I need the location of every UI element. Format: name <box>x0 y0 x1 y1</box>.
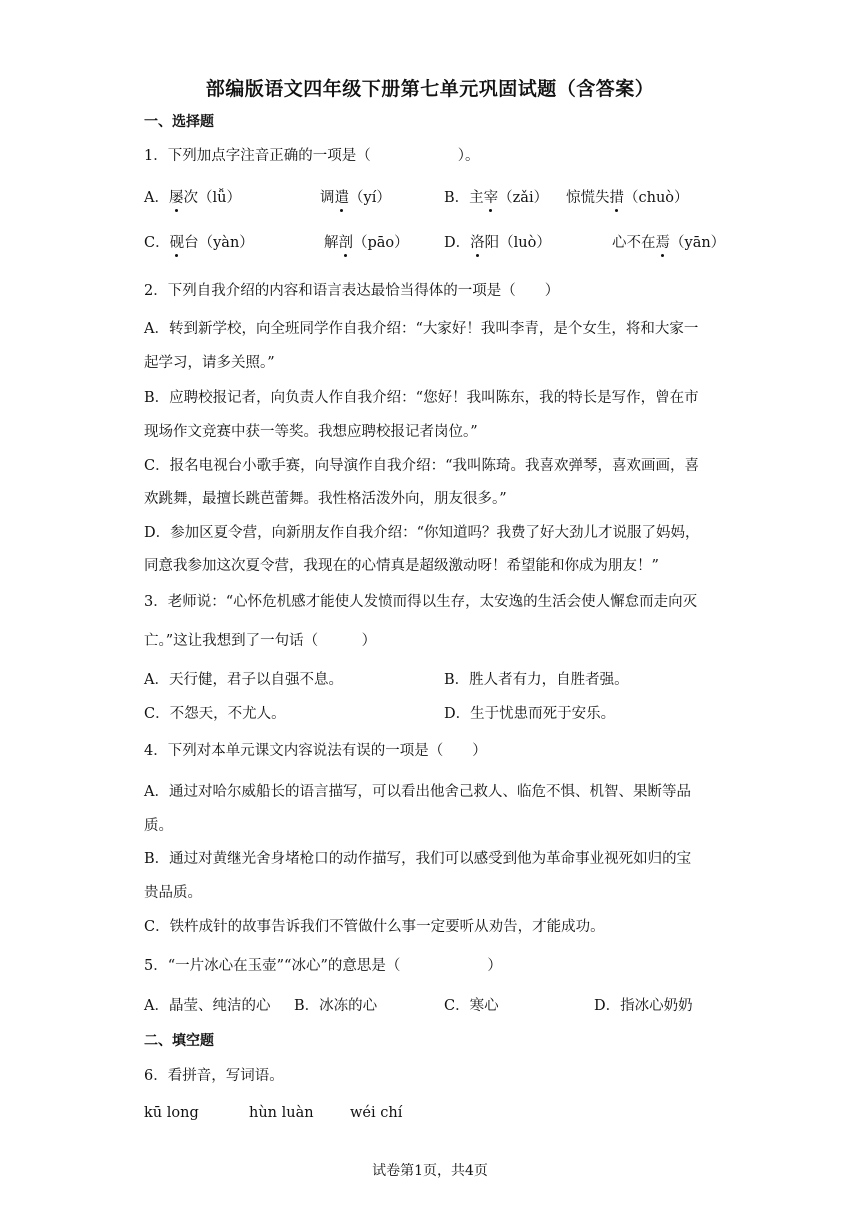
q1-option-b2: 惊慌失措（chuò） <box>566 190 689 206</box>
q2-option-c-line1: C．报名电视台小歌手赛，向导演作自我介绍：“我叫陈琦。我喜欢弹琴，喜欢画画，喜 <box>144 458 700 474</box>
q1-c2-dotted-char: 剖 <box>338 235 353 251</box>
q6-pinyin-1: kū long <box>144 1105 199 1121</box>
q1-d1-dotted-char: 洛 <box>470 235 485 251</box>
q2-option-c-line2: 欢跳舞，最擅长跳芭蕾舞。我性格活泼外向，朋友很多。” <box>144 491 507 507</box>
q3-option-c: C．不怨天，不尤人。 <box>144 706 286 722</box>
question-2-stem: 2．下列自我介绍的内容和语言表达最恰当得体的一项是（ ） <box>144 283 560 299</box>
page-footer: 试卷第1页，共4页 <box>372 1163 488 1179</box>
q5-option-d: D．指冰心奶奶 <box>594 998 693 1014</box>
q2-option-a-line1: A．转到新学校，向全班同学作自我介绍：“大家好！我叫李青，是个女生，将和大家一 <box>144 321 699 337</box>
q1-option-d2: 心不在焉（yān） <box>612 235 726 251</box>
question-6-stem: 6．看拼音，写词语。 <box>144 1068 284 1084</box>
q4-option-b-line2: 贵品质。 <box>144 885 202 901</box>
q1-a1-dotted-char: 屡 <box>168 190 184 206</box>
question-4-stem: 4．下列对本单元课文内容说法有误的一项是（ ） <box>144 743 487 759</box>
q4-option-a-line1: A．通过对哈尔威船长的语言描写，可以看出他舍己救人、临危不惧、机智、果断等品 <box>144 784 691 800</box>
q5-option-b: B．冰冻的心 <box>294 998 378 1014</box>
q1-option-a2: 调遣（yí） <box>320 190 391 206</box>
q1-c1-dotted-char: 砚 <box>169 235 185 251</box>
q3-option-b: B．胜人者有力，自胜者强。 <box>444 672 629 688</box>
q1-option-a1: A．屡次（lǚ） <box>144 190 241 206</box>
q3-option-d: D．生于忧患而死于安乐。 <box>444 706 616 722</box>
q1-b1-dotted-char: 宰 <box>483 190 499 206</box>
question-3-stem-line2: 亡。”这让我想到了一句话（ ） <box>144 633 377 649</box>
q3-option-a: A．天行健，君子以自强不息。 <box>144 672 343 688</box>
section-heading-choice: 一、选择题 <box>144 114 214 130</box>
q2-option-d-line1: D．参加区夏令营，向新朋友作自我介绍：“你知道吗？我费了好大劲儿才说服了妈妈， <box>144 525 700 541</box>
q1-b2-dotted-char: 措 <box>609 190 624 206</box>
q2-option-a-line2: 起学习，请多关照。” <box>144 355 275 371</box>
q1-option-c2: 解剖（pāo） <box>324 235 409 251</box>
q2-option-b-line1: B．应聘校报记者，向负责人作自我介绍：“您好！我叫陈东，我的特长是写作，曾在市 <box>144 390 699 406</box>
q6-pinyin-2: hùn luàn <box>249 1105 314 1121</box>
q1-d2-dotted-char: 焉 <box>655 235 670 251</box>
page-title: 部编版语文四年级下册第七单元巩固试题（含答案） <box>205 78 655 100</box>
q4-option-a-line2: 质。 <box>144 818 173 834</box>
question-1-stem: 1．下列加点字注音正确的一项是（ ）。 <box>144 148 480 164</box>
question-3-stem-line1: 3．老师说：“心怀危机感才能使人发愤而得以生存，太安逸的生活会使人懈怠而走向灭 <box>144 594 698 610</box>
q2-option-b-line2: 现场作文竞赛中获一等奖。我想应聘校报记者岗位。” <box>144 424 478 440</box>
q1-option-b1: B．主宰（zǎi） <box>444 190 549 206</box>
q2-option-d-line2: 同意我参加这次夏令营，我现在的心情真是超级激动呀！希望能和你成为朋友！” <box>144 558 659 574</box>
q5-option-a: A．晶莹、纯洁的心 <box>144 998 271 1014</box>
q1-a2-dotted-char: 遣 <box>334 190 349 206</box>
q4-option-b-line1: B．通过对黄继光舍身堵枪口的动作描写，我们可以感受到他为革命事业视死如归的宝 <box>144 851 692 867</box>
section-heading-fill: 二、填空题 <box>144 1033 214 1049</box>
q1-option-d1: D．洛阳（luò） <box>444 235 551 251</box>
question-5-stem: 5．“一片冰心在玉壶”“冰心”的意思是（ ） <box>144 958 502 974</box>
q5-option-c: C．寒心 <box>444 998 499 1014</box>
q4-option-c: C．铁杵成针的故事告诉我们不管做什么事一定要听从劝告，才能成功。 <box>144 919 605 935</box>
q1-option-c1: C．砚台（yàn） <box>144 235 254 251</box>
q6-pinyin-3: wéi chí <box>350 1105 403 1121</box>
